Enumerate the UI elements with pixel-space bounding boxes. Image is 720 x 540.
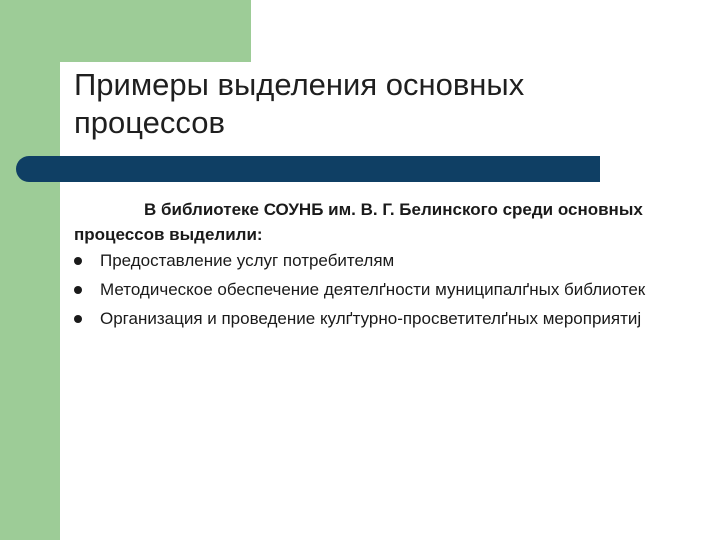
bullet-item xyxy=(74,278,674,301)
slide-title: Примеры выделения основных процессов xyxy=(74,67,525,140)
bullet-dot-icon xyxy=(74,257,82,265)
bullet-dot-icon xyxy=(74,286,82,294)
intro-text: В библиотеке СОУНБ им. В. Г. Белинского среди основных процессов выделили: xyxy=(74,200,643,244)
bullet-dot-icon xyxy=(74,315,82,323)
bullet-item xyxy=(74,249,674,272)
title-underline-bar xyxy=(16,156,600,182)
bullet-text: Предоставление услуг потребителям xyxy=(100,251,395,270)
bullet-text: Организация и проведение кулґтурно-просветителґных мероприятиј xyxy=(100,309,642,328)
slide-content xyxy=(74,197,674,336)
bullet-item xyxy=(74,307,674,330)
bullet-text: Методическое обеспечение деятелґности муниципалґных библиотек xyxy=(100,280,646,299)
bullet-list xyxy=(74,249,674,330)
